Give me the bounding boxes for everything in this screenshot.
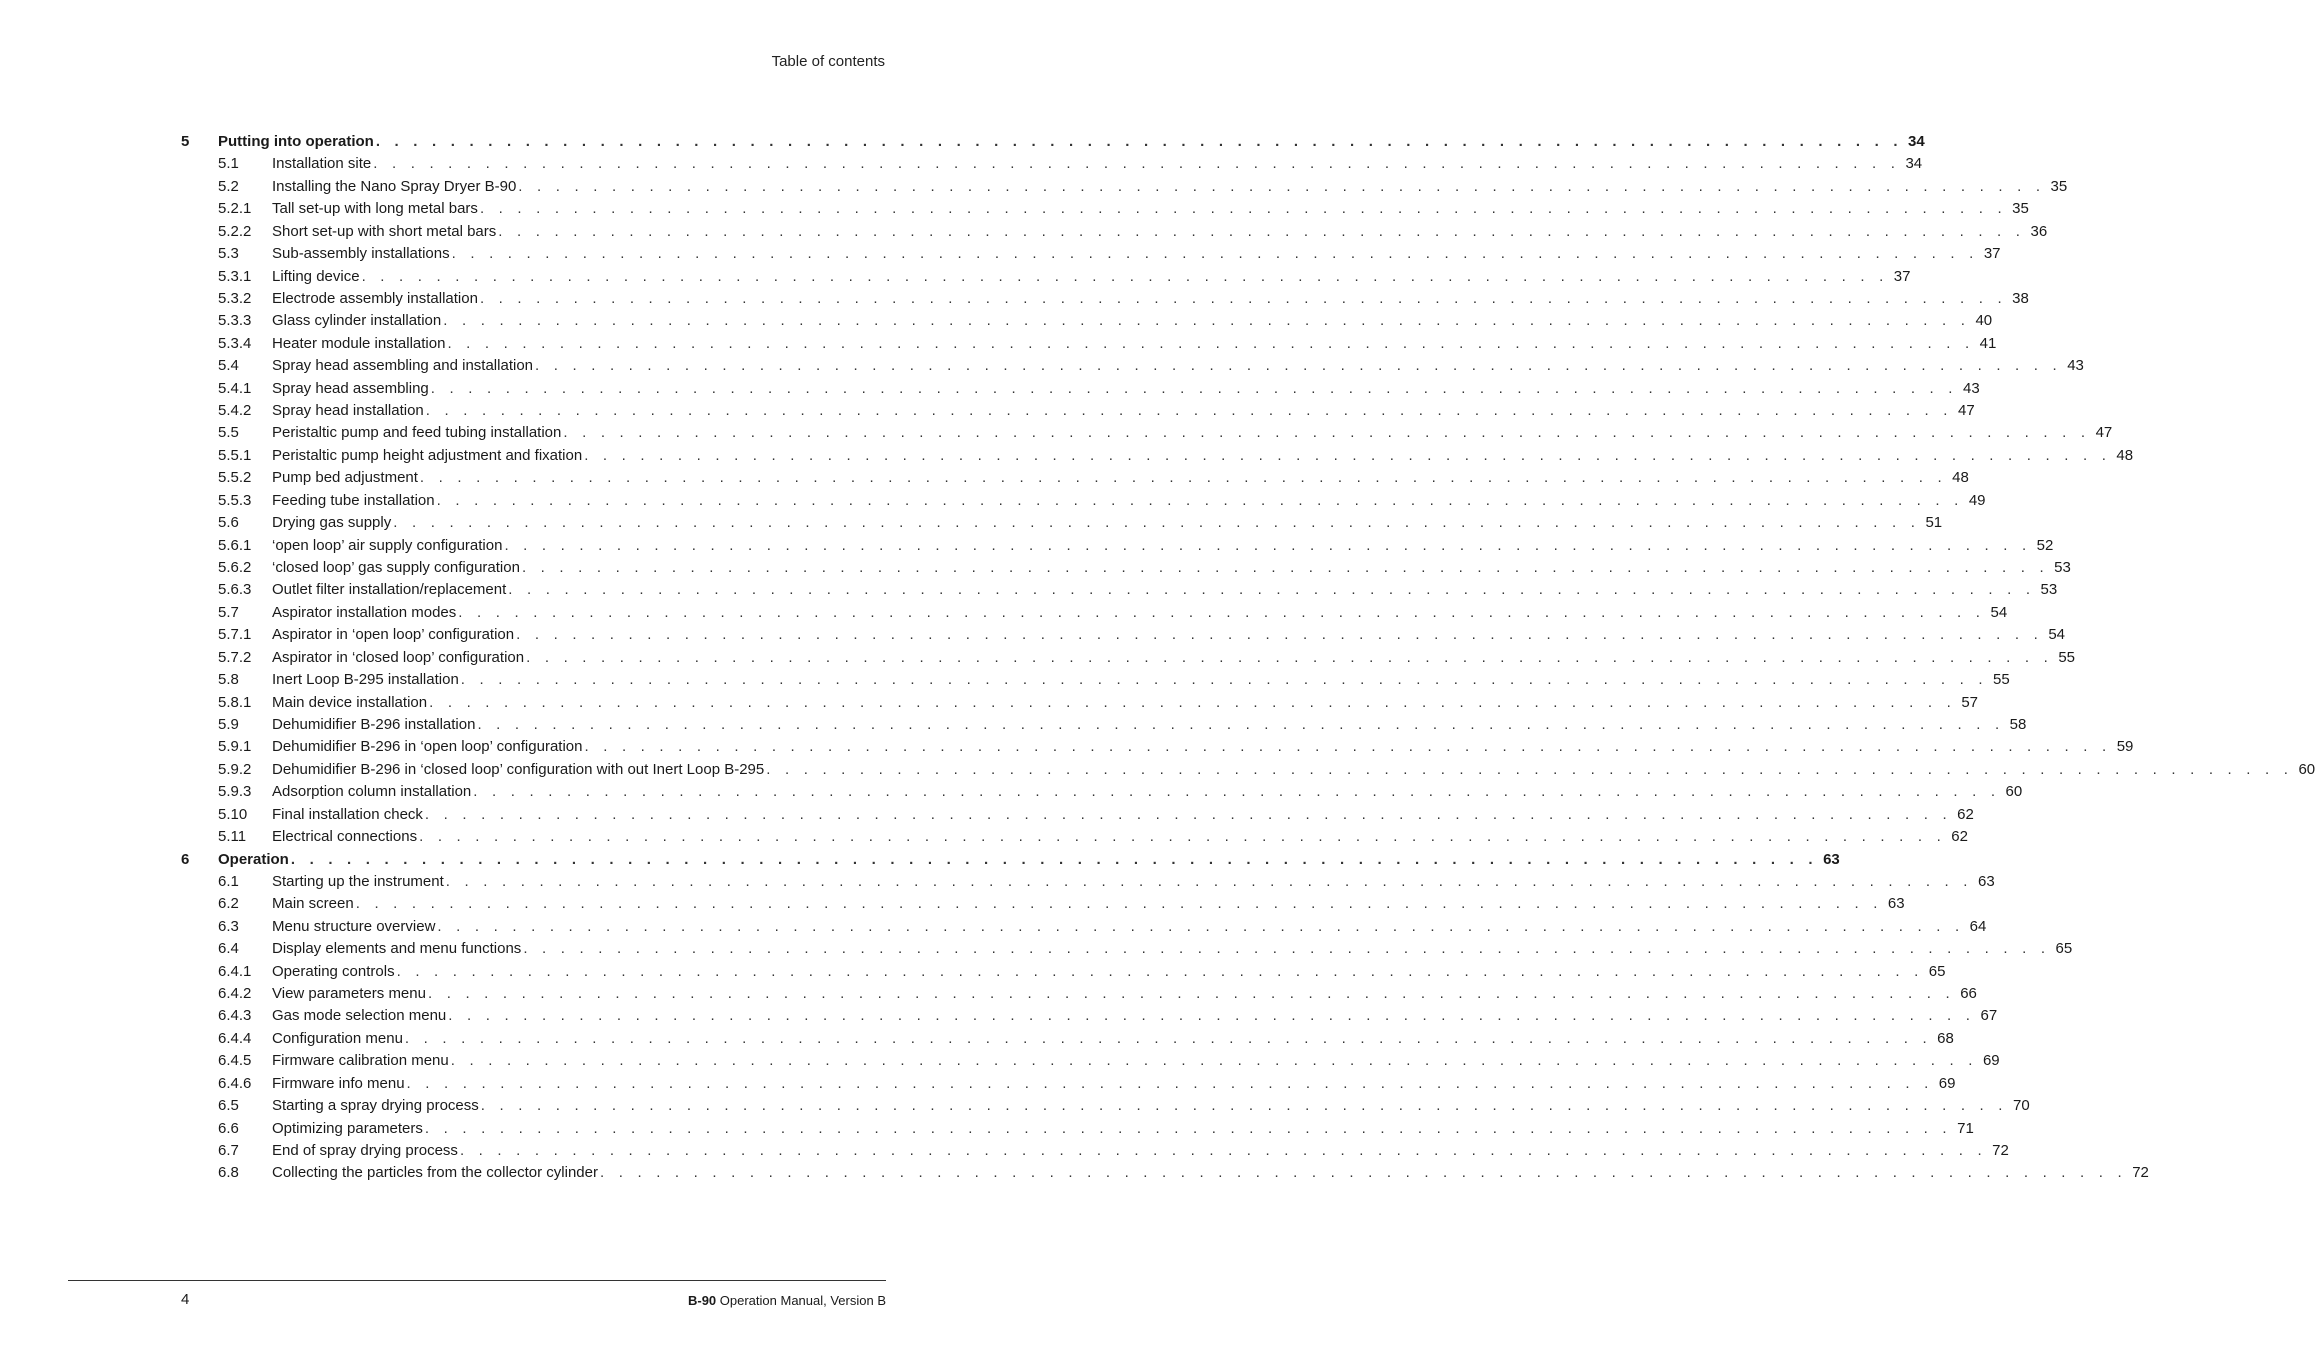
toc-entry-number: 6.5 (218, 1097, 239, 1115)
toc-section-entry[interactable] (181, 1050, 2000, 1072)
toc-entry-number: 5.9.1 (218, 738, 252, 756)
toc-entry-page: 62 (1957, 805, 1974, 823)
toc-entry-title: Short set-up with short metal bars (272, 222, 497, 240)
toc-chapter-entry[interactable] (181, 849, 1840, 871)
toc-entry-number: 5.5.3 (218, 491, 252, 509)
toc-entry-page: 43 (1962, 379, 1980, 397)
toc-entry-number: 5.8 (218, 671, 239, 689)
toc-section-entry[interactable] (181, 938, 2073, 960)
toc-entry-title: Main screen (272, 895, 354, 913)
toc-entry-title: Tall set-up with long metal bars (272, 200, 478, 218)
toc-entry-number: 5.4.1 (218, 379, 252, 397)
toc-entry-number: 5.10 (218, 805, 248, 823)
toc-entry-title: Operation (218, 850, 289, 868)
toc-entry-page: 60 (2005, 783, 2023, 801)
toc-entry-page: 49 (1968, 491, 1986, 509)
toc-dot-leader: . . . . . . . . . . . . . . . . . . . . . . . . . . . . . . . . . . . . . . . . . . . . . . . . . . . . . . . . . . . . . . . . . . . . . . . . . . . . . . . . . . (437, 917, 1965, 935)
toc-entry-page: 38 (2012, 289, 2029, 307)
toc-entry-page: 36 (2030, 222, 2048, 240)
toc-entry-title: Inert Loop B-295 installation (272, 671, 459, 689)
toc-entry-page: 55 (1993, 671, 2010, 689)
toc-entry-title: Aspirator in ‘open loop’ configuration (272, 626, 515, 644)
toc-entry-title: Sub-assembly installations (272, 245, 450, 263)
toc-section-entry[interactable] (181, 310, 1993, 332)
toc-entry-page: 34 (1905, 155, 1923, 173)
toc-section-entry[interactable] (181, 288, 2029, 310)
toc-section-entry[interactable] (181, 669, 2010, 691)
toc-dot-leader: . . . . . . . . . . . . . . . . . . . . . . . . . . . . . . . . . . . . . . . . . . . . . . . . . . . . . . . . . . . . . . . . . . . . . . . . . . . . . . . . . . (451, 245, 1979, 263)
toc-dot-leader: . . . . . . . . . . . . . . . . . . . . . . . . . . . . . . . . . . . . . . . . . . . . . . . . . . . . . . . . . . . . . . . . . . . . . . . . . . . . . . . . . . (427, 985, 1955, 1003)
toc-entry-title: Installing the Nano Spray Dryer B-90 (272, 177, 517, 195)
toc-section-entry[interactable] (181, 266, 1911, 288)
toc-entry-title: Dehumidifier B-296 in ‘closed loop’ configuration with out Inert Loop B-295 (272, 760, 765, 778)
toc-dot-leader: . . . . . . . . . . . . . . . . . . . . . . . . . . . . . . . . . . . . . . . . . . . . . . . . . . . . . . . . . . . . . . . . . . . . . . . . . . . . . . . . . . (406, 1074, 1934, 1092)
toc-entry-title: Peristaltic pump and feed tubing installation (272, 424, 562, 442)
toc-entry-page: 34 (1908, 133, 1925, 150)
toc-entry-title: Display elements and menu functions (272, 940, 522, 958)
toc-entry-page: 40 (1975, 312, 1993, 330)
toc-dot-leader: . . . . . . . . . . . . . . . . . . . . . . . . . . . . . . . . . . . . . . . . . . . . . . . . . . . . . . . . . . . . . . . . . . . . . . . . . . . . . . . . . . (419, 469, 1947, 487)
toc-entry-title: Installation site (272, 155, 372, 173)
toc-dot-leader: . . . . . . . . . . . . . . . . . . . . . . . . . . . . . . . . . . . . . . . . . . . . . . . . . . . . . . . . . . . . . . . . . . . . . . . . . . . . . . . . . . (523, 940, 2051, 958)
toc-entry-page: 52 (2036, 536, 2054, 554)
toc-entry-number: 6.4.5 (218, 1052, 252, 1070)
toc-entry-number: 6.3 (218, 917, 239, 935)
toc-dot-leader: . . . . . . . . . . . . . . . . . . . . . . . . . . . . . . . . . . . . . . . . . . . . . . . . . . . . . . . . . . . . . . . . . . . . . . . . . . . . . . . . . . (355, 895, 1883, 913)
toc-entry-number: 5.4.2 (218, 402, 252, 420)
toc-entry-number: 5.2.1 (218, 200, 252, 218)
toc-section-entry[interactable] (181, 153, 1923, 175)
toc-entry-page: 57 (1961, 693, 1978, 711)
toc-entry-title: Drying gas supply (272, 514, 392, 532)
toc-dot-leader: . . . . . . . . . . . . . . . . . . . . . . . . . . . . . . . . . . . . . . . . . . . . . . . . . . . . . . . . . . . . . . . . . . . . . . . . . . . . . . . . . . (424, 1119, 1952, 1137)
toc-entry-page: 62 (1951, 828, 1968, 846)
toc-entry-page: 59 (2116, 738, 2134, 756)
toc-dot-leader: . . . . . . . . . . . . . . . . . . . . . . . . . . . . . . . . . . . . . . . . . . . . . . . . . . . . . . . . . . . . . . . . . . . . . . . . . . . . . . . . . . (430, 379, 1958, 397)
toc-entry-page: 37 (1893, 267, 1911, 285)
toc-dot-leader: . . . . . . . . . . . . . . . . . . . . . . . . . . . . . . . . . . . . . . . . . . . . . . . . . . . . . . . . . . . . . . . . . . . . . . . . . . . . . . . . . . (518, 177, 2046, 195)
toc-entry-page: 48 (2116, 446, 2134, 464)
toc-entry-title: Optimizing parameters (272, 1119, 423, 1137)
toc-entry-page: 55 (2058, 648, 2075, 666)
toc-entry-page: 58 (2009, 715, 2027, 733)
toc-entry-number: 5.9.3 (218, 783, 252, 801)
toc-entry-number: 5.4 (218, 357, 239, 375)
toc-entry-title: Spray head installation (272, 402, 424, 420)
toc-entry-page: 68 (1937, 1029, 1954, 1047)
toc-dot-leader: . . . . . . . . . . . . . . . . . . . . . . . . . . . . . . . . . . . . . . . . . . . . . . . . . . . . . . . . . . . . . . . . . . . . . . . . . . . . . . . . . . (508, 581, 2036, 599)
toc-entry-page: 54 (2048, 626, 2066, 644)
toc-entry-page: 43 (2067, 357, 2084, 375)
toc-dot-leader: . . . . . . . . . . . . . . . . . . . . . . . . . . . . . . . . . . . . . . . . . . . . . . . . . . . . . . . . . . . . . . . . . . . . . . . . . . . . . . . . . . (393, 514, 1921, 532)
toc-section-entry[interactable] (181, 781, 2023, 803)
toc-entry-page: 63 (1977, 872, 1995, 890)
toc-entry-page: 53 (2054, 559, 2071, 577)
toc-entry-page: 51 (1925, 514, 1943, 532)
toc-entry-title: Pump bed adjustment (272, 469, 418, 487)
toc-entry-number: 5.6 (218, 514, 239, 532)
toc-section-entry[interactable] (181, 736, 2134, 758)
toc-dot-leader: . . . . . . . . . . . . . . . . . . . . . . . . . . . . . . . . . . . . . . . . . . . . . . . . . . . . . . . . . . . . . . . . . . . . . . . . . . . . . . . . . . (584, 738, 2112, 756)
toc-entry-page: 65 (2055, 940, 2073, 958)
footer-manual-title: Operation Manual, Version B (716, 1293, 886, 1308)
footer-page-number: 4 (181, 1291, 190, 1308)
toc-entry-page: 41 (1979, 334, 1997, 352)
toc-entry-number: 5.5 (218, 424, 239, 442)
toc-entry-number: 6.4.2 (218, 985, 252, 1003)
toc-dot-leader: . . . . . . . . . . . . . . . . . . . . . . . . . . . . . . . . . . . . . . . . . . . . . . . . . . . . . . . . . . . . . . . . . . . . . . . . . . . . . . . . . . (766, 760, 2294, 778)
toc-section-entry[interactable] (181, 557, 2071, 579)
toc-section-entry[interactable] (181, 804, 1974, 826)
toc-section-entry[interactable] (181, 1140, 2009, 1162)
toc-entry-title: Peristaltic pump height adjustment and fixation (272, 446, 583, 464)
toc-section-entry[interactable] (181, 961, 1946, 983)
toc-entry-page: 63 (1887, 895, 1905, 913)
toc-dot-leader: . . . . . . . . . . . . . . . . . . . . . . . . . . . . . . . . . . . . . . . . . . . . . . . . . . . . . . . . . . . . . . . . . . . . . . . . . . . . . . . . . . (479, 200, 2007, 218)
toc-entry-page: 69 (1938, 1074, 1956, 1092)
toc-dot-leader: . . . . . . . . . . . . . . . . . . . . . . . . . . . . . . . . . . . . . . . . . . . . . . . . . . . . . . . . . . . . . . . . . . . . . . . . . . . . . . . . . . (290, 850, 1818, 868)
toc-entry-number: 5.7 (218, 603, 239, 621)
toc-entry-page: 64 (1969, 917, 1987, 935)
toc-dot-leader: . . . . . . . . . . . . . . . . . . . . . . . . . . . . . . . . . . . . . . . . . . . . . . . . . . . . . . . . . . . . . . . . . . . . . . . . . . . . . . . . . . (526, 648, 2053, 666)
toc-dot-leader: . . . . . . . . . . . . . . . . . . . . . . . . . . . . . . . . . . . . . . . . . . . . . . . . . . . . . . . . . . . . . . . . . . . . . . . . . . . . . . . . . . (375, 133, 1903, 150)
toc-entry-number: 5.6.3 (218, 581, 252, 599)
toc-entry-title: Final installation check (272, 805, 423, 823)
toc-section-entry[interactable] (181, 714, 2027, 736)
toc-dot-leader: . . . . . . . . . . . . . . . . . . . . . . . . . . . . . . . . . . . . . . . . . . . . . . . . . . . . . . . . . . . . . . . . . . . . . . . . . . . . . . . . . . (404, 1029, 1932, 1047)
toc-section-entry[interactable] (181, 1095, 2030, 1117)
toc-dot-leader: . . . . . . . . . . . . . . . . . . . . . . . . . . . . . . . . . . . . . . . . . . . . . . . . . . . . . . . . . . . . . . . . . . . . . . . . . . . . . . . . . . (445, 872, 1973, 890)
toc-dot-leader: . . . . . . . . . . . . . . . . . . . . . . . . . . . . . . . . . . . . . . . . . . . . . . . . . . . . . . . . . . . . . . . . . . . . . . . . . . . . . . . . . . (425, 402, 1953, 420)
toc-dot-leader: . . . . . . . . . . . . . . . . . . . . . . . . . . . . . . . . . . . . . . . . . . . . . . . . . . . . . . . . . . . . . . . . . . . . . . . . . . . . . . . . . . (477, 715, 2005, 733)
toc-entry-number: 6.4.6 (218, 1074, 252, 1092)
toc-entry-page: 65 (1928, 962, 1946, 980)
toc-entry-number: 6.1 (218, 872, 239, 890)
toc-section-entry[interactable] (181, 445, 2134, 467)
toc-section-entry[interactable] (181, 1073, 1956, 1095)
toc-entry-number: 6.2 (218, 895, 239, 913)
toc-dot-leader: . . . . . . . . . . . . . . . . . . . . . . . . . . . . . . . . . . . . . . . . . . . . . . . . . . . . . . . . . . . . . . . . . . . . . . . . . . . . . . . . . . (447, 334, 1975, 352)
toc-entry-number: 5.3.2 (218, 289, 252, 307)
toc-section-entry[interactable] (181, 355, 2084, 377)
toc-section-entry[interactable] (181, 176, 2068, 198)
toc-entry-page: 67 (1980, 1007, 1998, 1025)
toc-entry-page: 47 (1957, 402, 1975, 420)
toc-section-entry[interactable] (181, 647, 2075, 669)
toc-dot-leader: . . . . . . . . . . . . . . . . . . . . . . . . . . . . . . . . . . . . . . . . . . . . . . . . . . . . . . . . . . . . . . . . . . . . . . . . . . . . . . . . . . (473, 783, 2001, 801)
toc-entry-number: 6.7 (218, 1141, 239, 1159)
toc-dot-leader: . . . . . . . . . . . . . . . . . . . . . . . . . . . . . . . . . . . . . . . . . . . . . . . . . . . . . . . . . . . . . . . . . . . . . . . . . . . . . . . . . . (361, 267, 1889, 285)
toc-entry-number: 5.6.2 (218, 559, 252, 577)
toc-dot-leader: . . . . . . . . . . . . . . . . . . . . . . . . . . . . . . . . . . . . . . . . . . . . . . . . . . . . . . . . . . . . . . . . . . . . . . . . . . . . . . . . . . (429, 693, 1956, 711)
footer-divider (68, 1280, 886, 1281)
footer-document-title (688, 1293, 886, 1308)
toc-section-entry[interactable] (181, 467, 1969, 489)
toc-entry-title: Electrode assembly installation (272, 289, 478, 307)
toc-entry-number: 5.5.1 (218, 446, 252, 464)
toc-section-entry[interactable] (181, 916, 1987, 938)
toc-entry-number: 5.2 (218, 177, 239, 195)
toc-entry-number: 5.1 (218, 155, 239, 173)
toc-section-entry[interactable] (181, 422, 2113, 444)
toc-dot-leader: . . . . . . . . . . . . . . . . . . . . . . . . . . . . . . . . . . . . . . . . . . . . . . . . . . . . . . . . . . . . . . . . . . . . . . . . . . . . . . . . . . (535, 357, 2062, 375)
toc-entry-title: Gas mode selection menu (272, 1007, 447, 1025)
toc-dot-leader: . . . . . . . . . . . . . . . . . . . . . . . . . . . . . . . . . . . . . . . . . . . . . . . . . . . . . . . . . . . . . . . . . . . . . . . . . . . . . . . . . . (563, 424, 2091, 442)
toc-section-entry[interactable] (181, 692, 1978, 714)
toc-entry-number: 5.7.2 (218, 648, 252, 666)
toc-entry-title: Firmware calibration menu (272, 1052, 449, 1070)
toc-entry-title: Spray head assembling (272, 379, 429, 397)
toc-entry-number: 5.6.1 (218, 536, 252, 554)
toc-entry-page: 72 (1992, 1141, 2009, 1159)
toc-entry-title: Electrical connections (272, 828, 418, 846)
toc-section-entry[interactable] (181, 893, 1905, 915)
toc-entry-page: 63 (1823, 850, 1840, 868)
toc-entry-title: Menu structure overview (272, 917, 436, 935)
toc-entry-number: 5.3.3 (218, 312, 252, 330)
toc-entry-page: 66 (1960, 985, 1977, 1003)
toc-entry-number: 6 (181, 850, 190, 868)
toc-section-entry[interactable] (181, 198, 2029, 220)
toc-entry-title: Starting a spray drying process (272, 1097, 479, 1115)
toc-entry-page: 60 (2298, 760, 2315, 778)
toc-entry-title: ‘open loop’ air supply configuration (272, 536, 503, 554)
toc-entry-title: Heater module installation (272, 334, 446, 352)
toc-section-entry[interactable] (181, 624, 2066, 646)
toc-entry-title: ‘closed loop’ gas supply configuration (272, 559, 520, 577)
toc-section-entry[interactable] (181, 535, 2054, 557)
toc-section-entry[interactable] (181, 490, 1986, 512)
toc-dot-leader: . . . . . . . . . . . . . . . . . . . . . . . . . . . . . . . . . . . . . . . . . . . . . . . . . . . . . . . . . . . . . . . . . . . . . . . . . . . . . . . . . . (450, 1052, 1978, 1070)
toc-entry-title: End of spray drying process (272, 1141, 458, 1159)
toc-chapter-entry[interactable] (181, 131, 1925, 153)
toc-entry-title: Main device installation (272, 693, 428, 711)
toc-dot-leader: . . . . . . . . . . . . . . . . . . . . . . . . . . . . . . . . . . . . . . . . . . . . . . . . . . . . . . . . . . . . . . . . . . . . . . . . . . . . . . . . . . (498, 222, 2026, 240)
toc-entry-title: Outlet filter installation/replacement (272, 581, 507, 599)
toc-entry-number: 5.3 (218, 245, 239, 263)
toc-dot-leader: . . . . . . . . . . . . . . . . . . . . . . . . . . . . . . . . . . . . . . . . . . . . . . . . . . . . . . . . . . . . . . . . . . . . . . . . . . . . . . . . . . (436, 491, 1964, 509)
toc-entry-title: Dehumidifier B-296 installation (272, 715, 476, 733)
toc-entry-number: 5.7.1 (218, 626, 252, 644)
toc-section-entry[interactable] (181, 512, 1943, 534)
toc-entry-page: 72 (2132, 1164, 2149, 1182)
toc-entry-number: 6.4.4 (218, 1029, 252, 1047)
toc-section-entry[interactable] (181, 221, 2048, 243)
toc-entry-page: 54 (1990, 603, 2008, 621)
toc-section-entry[interactable] (181, 378, 1980, 400)
toc-dot-leader: . . . . . . . . . . . . . . . . . . . . . . . . . . . . . . . . . . . . . . . . . . . . . . . . . . . . . . . . . . . . . . . . . . . . . . . . . . . . . . . . . . (480, 1097, 2008, 1115)
toc-dot-leader: . . . . . . . . . . . . . . . . . . . . . . . . . . . . . . . . . . . . . . . . . . . . . . . . . . . . . . . . . . . . . . . . . . . . . . . . . . . . . . . . . . (443, 312, 1971, 330)
toc-entry-title: Configuration menu (272, 1029, 403, 1047)
toc-entry-title: Putting into operation (218, 133, 374, 150)
toc-dot-leader: . . . . . . . . . . . . . . . . . . . . . . . . . . . . . . . . . . . . . . . . . . . . . . . . . . . . . . . . . . . . . . . . . . . . . . . . . . . . . . . . . . (373, 155, 1901, 173)
toc-dot-leader: . . . . . . . . . . . . . . . . . . . . . . . . . . . . . . . . . . . . . . . . . . . . . . . . . . . . . . . . . . . . . . . . . . . . . . . . . . . . . . . . . . (460, 671, 1988, 689)
footer-model: B-90 (687, 1293, 717, 1308)
toc-entry-page: 47 (2095, 424, 2113, 442)
toc-entry-title: Collecting the particles from the collector cylinder (272, 1164, 598, 1182)
toc-entry-number: 5.3.4 (218, 334, 252, 352)
toc-entry-number: 5.9.2 (218, 760, 252, 778)
toc-entry-title: Lifting device (272, 267, 360, 285)
toc-entry-number: 5.2.2 (218, 222, 252, 240)
toc-section-entry[interactable] (181, 333, 1997, 355)
toc-dot-leader: . . . . . . . . . . . . . . . . . . . . . . . . . . . . . . . . . . . . . . . . . . . . . . . . . . . . . . . . . . . . . . . . . . . . . . . . . . . . . . . . . . (516, 626, 2044, 644)
toc-entry-title: Starting up the instrument (272, 872, 444, 890)
table-of-contents (181, 131, 2315, 1185)
toc-section-entry[interactable] (181, 1005, 1998, 1027)
toc-entry-number: 6.8 (218, 1164, 239, 1182)
toc-entry-number: 5.9 (218, 715, 239, 733)
toc-section-entry[interactable] (181, 243, 2001, 265)
toc-entry-number: 6.4.1 (218, 962, 252, 980)
toc-entry-page: 48 (1952, 469, 1969, 487)
toc-entry-number: 5.8.1 (218, 693, 252, 711)
toc-dot-leader: . . . . . . . . . . . . . . . . . . . . . . . . . . . . . . . . . . . . . . . . . . . . . . . . . . . . . . . . . . . . . . . . . . . . . . . . . . . . . . . . . . (448, 1007, 1976, 1025)
toc-section-entry[interactable] (181, 1118, 1974, 1140)
toc-section-entry[interactable] (181, 602, 2008, 624)
toc-entry-title: Feeding tube installation (272, 491, 435, 509)
toc-dot-leader: . . . . . . . . . . . . . . . . . . . . . . . . . . . . . . . . . . . . . . . . . . . . . . . . . . . . . . . . . . . . . . . . . . . . . . . . . . . . . . . . . . (458, 603, 1986, 621)
toc-section-entry[interactable] (181, 1028, 1954, 1050)
toc-entry-page: 35 (2012, 200, 2029, 218)
toc-section-entry[interactable] (181, 579, 2058, 601)
toc-entry-title: View parameters menu (272, 985, 426, 1003)
toc-entry-number: 5.3.1 (218, 267, 252, 285)
toc-section-entry[interactable] (181, 871, 1995, 893)
toc-entry-number: 6.4 (218, 940, 239, 958)
toc-section-entry[interactable] (181, 826, 1968, 848)
toc-section-entry[interactable] (181, 759, 2315, 781)
toc-entry-page: 53 (2040, 581, 2058, 599)
toc-entry-number: 5.5.2 (218, 469, 252, 487)
toc-entry-title: Spray head assembling and installation (272, 357, 533, 375)
toc-dot-leader: . . . . . . . . . . . . . . . . . . . . . . . . . . . . . . . . . . . . . . . . . . . . . . . . . . . . . . . . . . . . . . . . . . . . . . . . . . . . . . . . . . (584, 446, 2112, 464)
toc-entry-title: Dehumidifier B-296 in ‘open loop’ configuration (272, 738, 583, 756)
toc-dot-leader: . . . . . . . . . . . . . . . . . . . . . . . . . . . . . . . . . . . . . . . . . . . . . . . . . . . . . . . . . . . . . . . . . . . . . . . . . . . . . . . . . . (504, 536, 2032, 554)
toc-entry-page: 35 (2050, 177, 2068, 195)
toc-entry-title: Aspirator in ‘closed loop’ configuration (272, 648, 525, 666)
toc-entry-title: Aspirator installation modes (272, 603, 457, 621)
toc-entry-number: 5 (181, 133, 190, 150)
toc-entry-page: 71 (1957, 1119, 1974, 1137)
toc-section-entry[interactable] (181, 1162, 2149, 1184)
page-header-title: Table of contents (771, 53, 885, 70)
toc-dot-leader: . . . . . . . . . . . . . . . . . . . . . . . . . . . . . . . . . . . . . . . . . . . . . . . . . . . . . . . . . . . . . . . . . . . . . . . . . . . . . . . . . . (419, 828, 1946, 846)
toc-entry-title: Operating controls (272, 962, 395, 980)
toc-entry-page: 37 (1983, 245, 2001, 263)
toc-dot-leader: . . . . . . . . . . . . . . . . . . . . . . . . . . . . . . . . . . . . . . . . . . . . . . . . . . . . . . . . . . . . . . . . . . . . . . . . . . . . . . . . . . (479, 289, 2007, 307)
toc-dot-leader: . . . . . . . . . . . . . . . . . . . . . . . . . . . . . . . . . . . . . . . . . . . . . . . . . . . . . . . . . . . . . . . . . . . . . . . . . . . . . . . . . . (459, 1141, 1987, 1159)
toc-entry-title: Firmware info menu (272, 1074, 405, 1092)
toc-dot-leader: . . . . . . . . . . . . . . . . . . . . . . . . . . . . . . . . . . . . . . . . . . . . . . . . . . . . . . . . . . . . . . . . . . . . . . . . . . . . . . . . . . (521, 559, 2049, 577)
toc-entry-number: 6.4.3 (218, 1007, 252, 1025)
toc-entry-title: Glass cylinder installation (272, 312, 442, 330)
toc-dot-leader: . . . . . . . . . . . . . . . . . . . . . . . . . . . . . . . . . . . . . . . . . . . . . . . . . . . . . . . . . . . . . . . . . . . . . . . . . . . . . . . . . . (424, 805, 1952, 823)
toc-entry-page: 70 (2012, 1097, 2030, 1115)
toc-entry-page: 69 (1982, 1052, 2000, 1070)
toc-entry-number: 6.6 (218, 1119, 239, 1137)
toc-section-entry[interactable] (181, 983, 1977, 1005)
toc-dot-leader: . . . . . . . . . . . . . . . . . . . . . . . . . . . . . . . . . . . . . . . . . . . . . . . . . . . . . . . . . . . . . . . . . . . . . . . . . . . . . . . . . . (599, 1164, 2127, 1182)
toc-section-entry[interactable] (181, 400, 1975, 422)
toc-entry-number: 5.11 (218, 828, 247, 846)
toc-entry-title: Adsorption column installation (272, 783, 472, 801)
toc-dot-leader: . . . . . . . . . . . . . . . . . . . . . . . . . . . . . . . . . . . . . . . . . . . . . . . . . . . . . . . . . . . . . . . . . . . . . . . . . . . . . . . . . . (396, 962, 1924, 980)
